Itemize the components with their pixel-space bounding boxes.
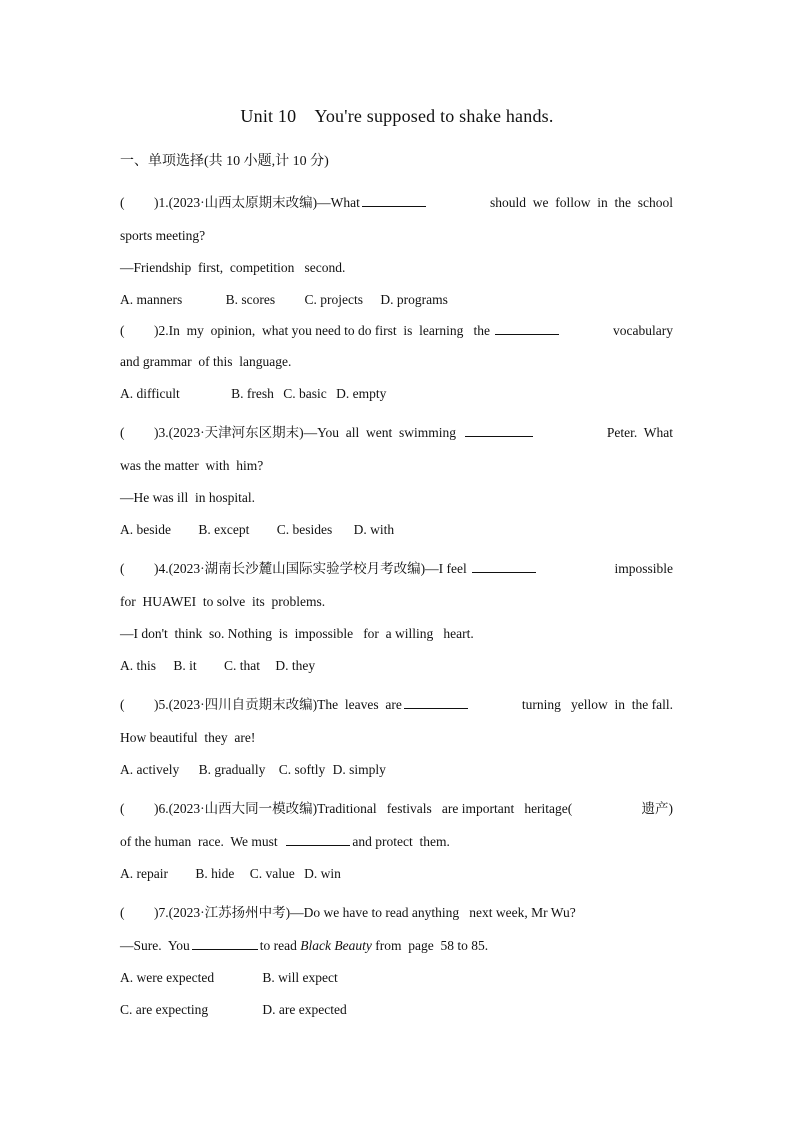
option-d: D. programs bbox=[380, 292, 448, 307]
question-stem: )4.(2023·湖南长沙麓山国际实验学校月考改编)—I feel bbox=[154, 561, 467, 576]
options-row bbox=[120, 858, 673, 890]
answer-paren: ( bbox=[120, 697, 125, 712]
option-d: D. with bbox=[353, 522, 395, 537]
question-6 bbox=[120, 792, 673, 890]
option-b: B. it bbox=[173, 658, 197, 673]
question-stem-line2 bbox=[120, 826, 673, 858]
options-row-1 bbox=[120, 962, 673, 994]
options-row-2 bbox=[120, 994, 673, 1026]
question-stem: )3.(2023·天津河东区期末)—You all went swimming bbox=[154, 425, 456, 440]
answer-blank bbox=[404, 707, 468, 709]
answer-paren: ( bbox=[120, 195, 125, 210]
answer-paren: ( bbox=[120, 323, 125, 338]
option-a: A. difficult bbox=[120, 386, 180, 401]
answer-blank bbox=[465, 435, 533, 437]
question-stem-line2: How beautiful they are! bbox=[120, 730, 256, 745]
options-row bbox=[120, 650, 673, 682]
option-b: B. hide bbox=[195, 866, 235, 881]
answer-blank bbox=[192, 948, 258, 950]
answer-paren: ( bbox=[120, 801, 125, 816]
answer-blank bbox=[286, 844, 350, 846]
answer-blank bbox=[362, 205, 426, 207]
option-d: D. win bbox=[304, 866, 341, 881]
question-stem-cont: impossible bbox=[614, 561, 673, 576]
question-stem-cont: Peter. What bbox=[606, 425, 673, 440]
option-c: C. value bbox=[249, 866, 295, 881]
option-b: B. gradually bbox=[198, 762, 266, 777]
question-stem: )2.In my opinion, what you need to do first is learning the bbox=[154, 323, 490, 338]
option-c: C. besides bbox=[276, 522, 333, 537]
option-a: A. manners bbox=[120, 292, 183, 307]
question-3 bbox=[120, 416, 673, 546]
question-stem-part: and protect them. bbox=[352, 834, 450, 849]
book-title: Black Beauty bbox=[300, 938, 372, 953]
question-4 bbox=[120, 552, 673, 682]
option-c: C. projects bbox=[304, 292, 363, 307]
answer-paren: ( bbox=[120, 561, 125, 576]
question-7 bbox=[120, 896, 673, 1026]
option-d: D. are expected bbox=[262, 1002, 347, 1017]
dialogue-reply bbox=[120, 930, 673, 962]
question-5 bbox=[120, 688, 673, 786]
question-stem: )1.(2023·山西太原期末改编)—What bbox=[154, 195, 360, 210]
option-b: B. scores bbox=[225, 292, 276, 307]
question-2 bbox=[120, 316, 673, 410]
page-title: Unit 10 You're supposed to shake hands. bbox=[240, 106, 554, 126]
reply-part: from page 58 to 85. bbox=[375, 938, 489, 953]
option-b: B. except bbox=[198, 522, 250, 537]
option-c: C. are expecting bbox=[120, 1002, 209, 1017]
reply-part: —Sure. You bbox=[120, 938, 190, 953]
option-b: B. fresh bbox=[231, 386, 274, 401]
option-c: C. basic bbox=[283, 386, 327, 401]
option-a: A. were expected bbox=[120, 970, 215, 985]
answer-blank bbox=[495, 333, 559, 335]
question-stem: )7.(2023·江苏扬州中考)—Do we have to read anything next week, Mr Wu? bbox=[154, 905, 576, 920]
question-stem-line2: sports meeting? bbox=[120, 228, 206, 243]
option-a: A. repair bbox=[120, 866, 168, 881]
reply-part: to read bbox=[259, 938, 297, 953]
question-stem-cont: should we follow in the school bbox=[490, 195, 673, 210]
question-stem-cont: 遗产) bbox=[641, 801, 673, 816]
option-b: B. will expect bbox=[262, 970, 338, 985]
answer-paren: ( bbox=[120, 905, 125, 920]
options-row bbox=[120, 514, 673, 546]
option-a: A. actively bbox=[120, 762, 180, 777]
question-stem-cont: vocabulary bbox=[613, 323, 673, 338]
question-stem-line2: for HUAWEI to solve its problems. bbox=[120, 594, 326, 609]
question-1 bbox=[120, 186, 673, 316]
answer-blank bbox=[472, 571, 536, 573]
question-stem-part: of the human race. We must bbox=[120, 834, 278, 849]
question-stem: )5.(2023·四川自贡期末改编)The leaves are bbox=[154, 697, 402, 712]
question-stem-line2: was the matter with him? bbox=[120, 458, 264, 473]
dialogue-reply: —Friendship first, competition second. bbox=[120, 260, 346, 275]
option-d: D. they bbox=[275, 658, 316, 673]
dialogue-reply: —I don't think so. Nothing is impossible for a willing heart. bbox=[120, 626, 474, 641]
options-row bbox=[120, 754, 673, 786]
question-stem-line2: and grammar of this language. bbox=[120, 354, 292, 369]
question-stem: )6.(2023·山西大同一模改编)Traditional festivals are important heritage( bbox=[154, 801, 573, 816]
option-a: A. beside bbox=[120, 522, 171, 537]
question-list bbox=[120, 186, 673, 1026]
dialogue-reply: —He was ill in hospital. bbox=[120, 490, 255, 505]
question-stem-cont: turning yellow in the fall. bbox=[521, 697, 673, 712]
option-c: C. that bbox=[224, 658, 261, 673]
option-c: C. softly bbox=[278, 762, 326, 777]
options-row bbox=[120, 378, 673, 410]
option-d: D. simply bbox=[332, 762, 386, 777]
section-heading: 一、单项选择(共 10 小题,计 10 分) bbox=[120, 154, 329, 169]
option-d: D. empty bbox=[336, 386, 387, 401]
answer-paren: ( bbox=[120, 425, 125, 440]
options-row bbox=[120, 284, 673, 316]
option-a: A. this bbox=[120, 658, 157, 673]
